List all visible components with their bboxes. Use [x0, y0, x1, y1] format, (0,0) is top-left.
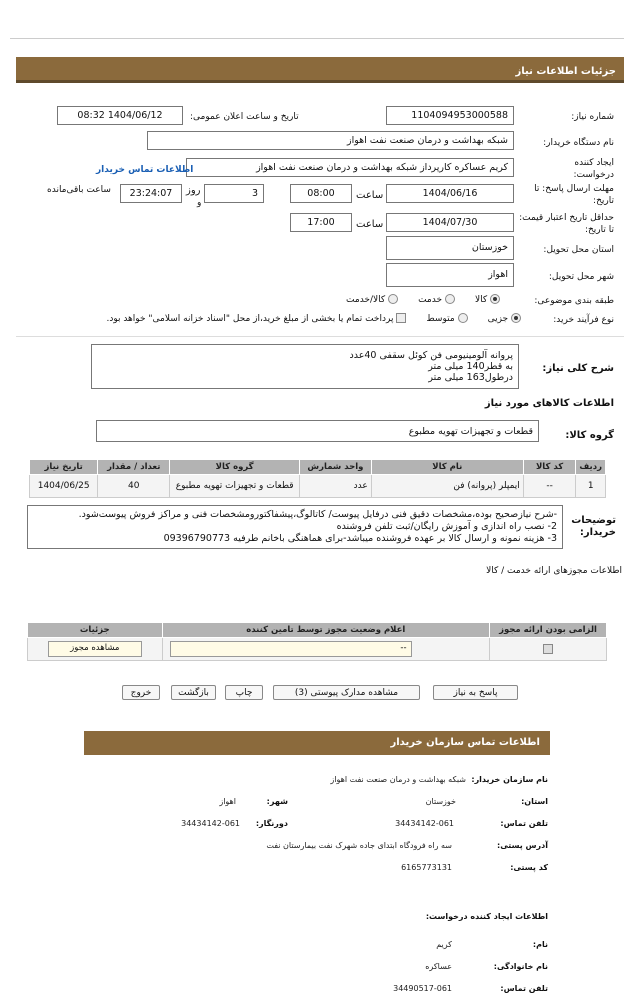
- note-line: 3- هزینه نمونه و ارسال کالا بر عهده فروشنده میباشد-برای هماهنگی باخانم طرفیه 09396790773: [163, 533, 557, 544]
- radio-icon[interactable]: [490, 294, 500, 304]
- validity-time-field: 17:00: [290, 213, 352, 232]
- province-contact-label: استان:: [521, 797, 548, 806]
- province-field: خوزستان: [386, 236, 514, 260]
- table-row[interactable]: [30, 475, 606, 498]
- cell-code: --: [523, 475, 576, 498]
- process-label: نوع فرآیند خرید:: [553, 315, 614, 325]
- category-options: [346, 294, 500, 305]
- need-number-label: شماره نیاز:: [571, 112, 614, 122]
- col-group: گروه کالا: [170, 460, 300, 475]
- summary-box: [91, 344, 519, 389]
- license-title: اطلاعات مجوزهای ارائه خدمت / کالا: [486, 566, 622, 576]
- validity-date-field: 1404/07/30: [386, 213, 514, 232]
- reply-time-label: ساعت: [356, 190, 384, 201]
- announce-field: 1404/06/12 08:32: [57, 106, 183, 125]
- goods-table-header: [30, 460, 606, 475]
- cell-required: [490, 638, 607, 661]
- note-line: 2- نصب راه اندازی و آموزش رایگان/ثبت تلفن فروشنده: [336, 521, 557, 532]
- col-details: جزئیات: [28, 623, 163, 638]
- category-option-service[interactable]: خدمت: [418, 295, 455, 305]
- license-table-header: [28, 623, 607, 638]
- print-button[interactable]: چاپ: [225, 685, 263, 700]
- creator-phone-value: 34490517-061: [393, 984, 452, 993]
- postal-value: 6165773131: [401, 863, 452, 872]
- announce-label: تاریخ و ساعت اعلان عمومی:: [190, 112, 299, 122]
- city-contact-label: شهر:: [266, 797, 288, 806]
- cell-group: قطعات و تجهیزات تهویه مطبوع: [170, 475, 300, 498]
- process-option-minor[interactable]: جزیی: [488, 314, 521, 324]
- reply-time-field: 08:00: [290, 184, 352, 203]
- page-header: [16, 57, 624, 83]
- cell-unit: عدد: [300, 475, 372, 498]
- city-field: اهواز: [386, 263, 514, 287]
- address-value: سه راه فرودگاه ابتدای جاده شهرک نفت بیمارستان نفت: [266, 841, 452, 850]
- buyer-contact-link[interactable]: اطلاعات تماس خریدار: [96, 165, 194, 175]
- remaining-time-field: 23:24:07: [120, 184, 182, 203]
- cell-date: 1404/06/25: [30, 475, 98, 498]
- org-value: شبکه بهداشت و درمان صنعت نفت اهواز: [330, 775, 466, 784]
- name-label: نام:: [532, 940, 548, 949]
- need-number-field: 1104094953000588: [386, 106, 514, 125]
- city-contact-value: اهواز: [219, 797, 236, 806]
- reply-deadline-label: مهلت ارسال پاسخ: تا تاریخ:: [534, 184, 614, 206]
- process-options: [106, 313, 521, 324]
- family-label: نام خانوادگی:: [493, 962, 548, 971]
- province-label: استان محل تحویل:: [543, 245, 614, 255]
- name-value: کریم: [436, 940, 452, 949]
- postal-label: کد پستی:: [510, 863, 548, 872]
- radio-icon[interactable]: [458, 313, 468, 323]
- remaining-label: ساعت باقی‌مانده: [47, 185, 111, 195]
- phone-value: 34434142-061: [395, 819, 454, 828]
- creator-phone-label: تلفن تماس:: [500, 984, 548, 993]
- cell-name: ایمپلر (پروانه) فن: [371, 475, 523, 498]
- checkbox-icon: [543, 644, 553, 654]
- page-title: جزئیات اطلاعات نیاز: [515, 66, 616, 77]
- address-label: آدرس پستی:: [497, 841, 548, 850]
- col-qty: تعداد / مقدار: [98, 460, 170, 475]
- payment-checkbox-wrap[interactable]: پرداخت تمام یا بخشی از مبلغ خرید،از محل "اسناد خزانه اسلامی" خواهد بود.: [106, 314, 406, 324]
- reply-date-field: 1404/06/16: [386, 184, 514, 203]
- category-option-goods[interactable]: کالا: [475, 295, 500, 305]
- validity-time-label: ساعت: [356, 219, 384, 230]
- summary-line: پروانه آلومینیومی فن کوئل سقفی 40عدد: [349, 350, 513, 361]
- section-divider: [16, 336, 624, 337]
- radio-icon[interactable]: [388, 294, 398, 304]
- days-field: 3: [204, 184, 264, 203]
- col-code: کد کالا: [523, 460, 576, 475]
- province-contact-value: خوزستان: [425, 797, 456, 806]
- category-option-both[interactable]: کالا/خدمت: [346, 295, 398, 305]
- phone-label: تلفن تماس:: [500, 819, 548, 828]
- buyer-notes-label: توضیحات خریدار:: [571, 515, 616, 538]
- creator-label: ایجاد کننده درخواست:: [573, 158, 614, 180]
- col-name: نام کالا: [371, 460, 523, 475]
- col-status: اعلام وضعیت مجوز توسط تامین کننده: [162, 623, 490, 638]
- radio-icon[interactable]: [511, 313, 521, 323]
- radio-icon[interactable]: [445, 294, 455, 304]
- col-unit: واحد شمارش: [300, 460, 372, 475]
- col-date: تاریخ نیاز: [30, 460, 98, 475]
- validity-label: حداقل تاریخ اعتبار قیمت: تا تاریخ:: [519, 213, 614, 235]
- buyer-org-label: نام دستگاه خریدار:: [543, 138, 614, 148]
- table-row: [28, 638, 607, 661]
- cell-status: [162, 638, 490, 661]
- summary-label: شرح کلی نیاز:: [542, 363, 614, 374]
- back-button[interactable]: بازگشت: [171, 685, 216, 700]
- checkbox-icon[interactable]: [396, 313, 406, 323]
- buyer-org-field: شبکه بهداشت و درمان صنعت نفت اهواز: [147, 131, 514, 150]
- view-license-button[interactable]: مشاهده مجوز: [48, 641, 142, 657]
- top-divider: [10, 38, 624, 39]
- day-label: روز: [186, 185, 201, 196]
- goods-info-title: اطلاعات کالاهای مورد نیاز: [484, 398, 614, 409]
- city-label: شهر محل تحویل:: [548, 272, 614, 282]
- cell-row: 1: [576, 475, 606, 498]
- org-label: نام سازمان خریدار:: [471, 775, 548, 784]
- col-required: الزامی بودن ارائه مجوز: [490, 623, 607, 638]
- contact-title: اطلاعات تماس سازمان خریدار: [390, 737, 540, 748]
- buyer-notes-box: [27, 505, 563, 549]
- reply-button[interactable]: پاسخ به نیاز: [433, 685, 518, 700]
- goods-table: [29, 459, 606, 498]
- goods-group-label: گروه کالا:: [565, 430, 614, 441]
- cell-qty: 40: [98, 475, 170, 498]
- family-value: عساکره: [425, 962, 452, 971]
- view-docs-button[interactable]: مشاهده مدارک پیوستی (3): [273, 685, 420, 700]
- fax-label: دورنگار:: [255, 819, 288, 828]
- creator-field: کریم عساکره کارپرداز شبکه بهداشت و درمان صنعت نفت اهواز: [186, 158, 514, 177]
- creator-info-title: اطلاعات ایجاد کننده درخواست:: [425, 912, 548, 921]
- cell-details: [28, 638, 163, 661]
- fax-value: 34434142-061: [181, 819, 240, 828]
- exit-button[interactable]: خروج: [122, 685, 160, 700]
- process-option-medium[interactable]: متوسط: [426, 314, 467, 324]
- category-label: طبقه بندی موضوعی:: [534, 296, 614, 306]
- goods-group-field: قطعات و تجهیزات تهویه مطبوع: [96, 420, 539, 442]
- contact-header: [84, 731, 550, 755]
- summary-line: درطول163 میلی متر: [428, 372, 513, 383]
- and-label: و: [197, 198, 202, 208]
- license-status-field: --: [170, 641, 412, 657]
- col-row: ردیف: [576, 460, 606, 475]
- summary-line: به قطر140 میلی متر: [428, 361, 513, 372]
- note-line: -شرح نیازصحیح بوده،مشخصات دقیق فنی درفایل پیوست/ کاتالوگ،پیشفاکتورومشخصات فنی و مراکز فروش پیوست‌شود.: [78, 509, 557, 520]
- license-table: [27, 622, 607, 661]
